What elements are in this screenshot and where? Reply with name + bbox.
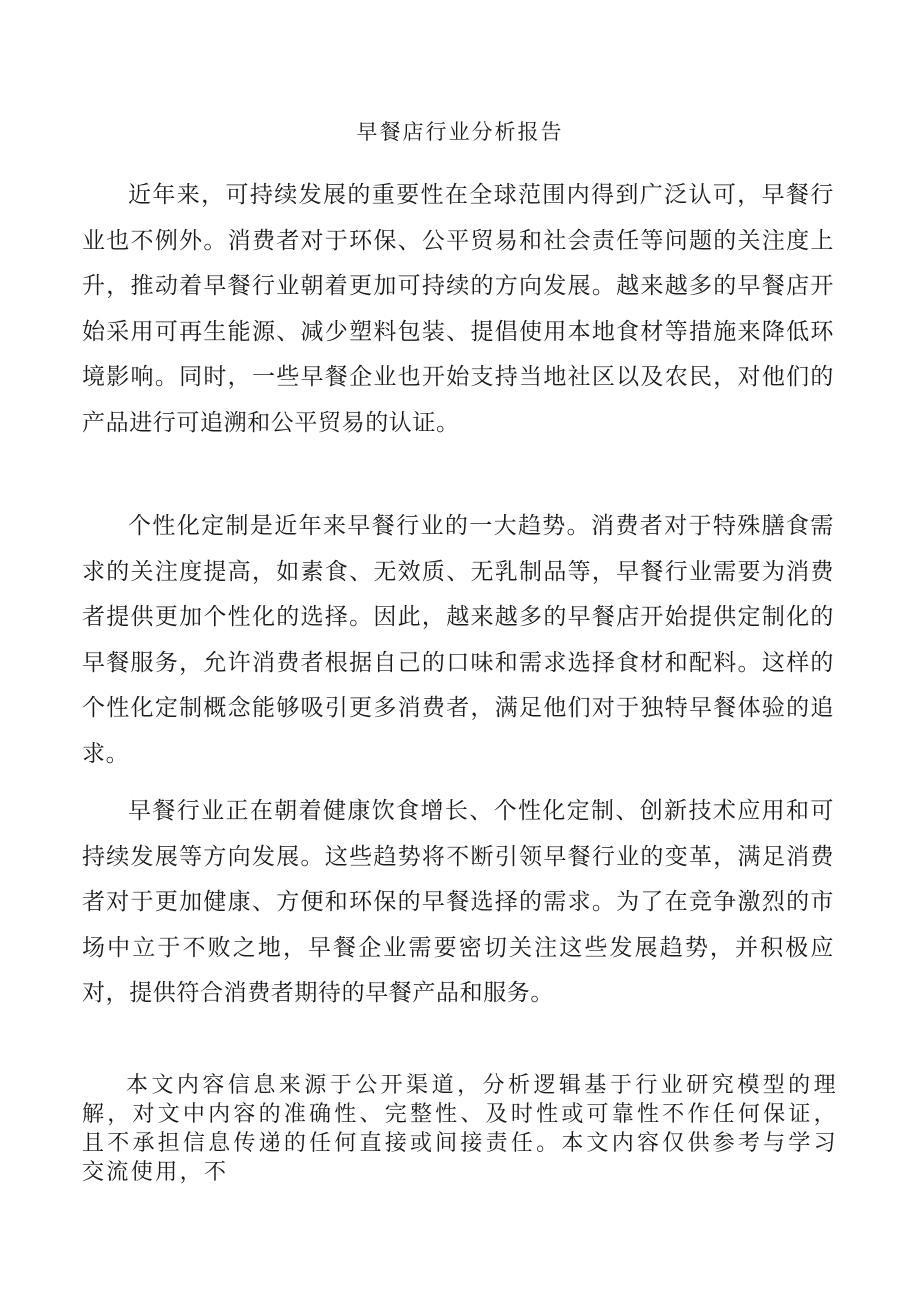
disclaimer-text: 本文内容信息来源于公开渠道，分析逻辑基于行业研究模型的理解，对文中内容的准确性、完整性、及时性或可靠性不作任何保证，且不承担信息传递的任何直接或间接责任。本文内容仅供参考与学习交流使用，不	[82, 1073, 838, 1185]
paragraph-sustainability: 近年来，可持续发展的重要性在全球范围内得到广泛认可，早餐行业也不例外。消费者对于环保、公平贸易和社会责任等问题的关注度上升，推动着早餐行业朝着更加可持续的方向发展。越来越多的早餐店开始采用可再生能源、减少塑料包装、提倡使用本地食材等措施来降低环境影响。同时，一些早餐企业也开始支持当地社区以及农民，对他们的产品进行可追溯和公平贸易的认证。	[82, 182, 834, 436]
document-title: 早餐店行业分析报告	[356, 120, 564, 144]
paragraph-personalization: 个性化定制是近年来早餐行业的一大趋势。消费者对于特殊膳食需求的关注度提高，如素食、无效质、无乳制品等，早餐行业需要为消费者提供更加个性化的选择。因此，越来越多的早餐店开始提供定制化的早餐服务，允许消费者根据自己的口味和需求选择食材和配料。这样的个性化定制概念能够吸引更多消费者，满足他们对于独特早餐体验的追求。	[82, 513, 834, 767]
paragraph-trends-summary: 早餐行业正在朝着健康饮食增长、个性化定制、创新技术应用和可持续发展等方向发展。这些趋势将不断引领早餐行业的变革，满足消费者对于更加健康、方便和环保的早餐选择的需求。为了在竞争激烈的市场中立于不败之地，早餐企业需要密切关注这些发展趋势，并积极应对，提供符合消费者期待的早餐产品和服务。	[82, 798, 834, 1006]
